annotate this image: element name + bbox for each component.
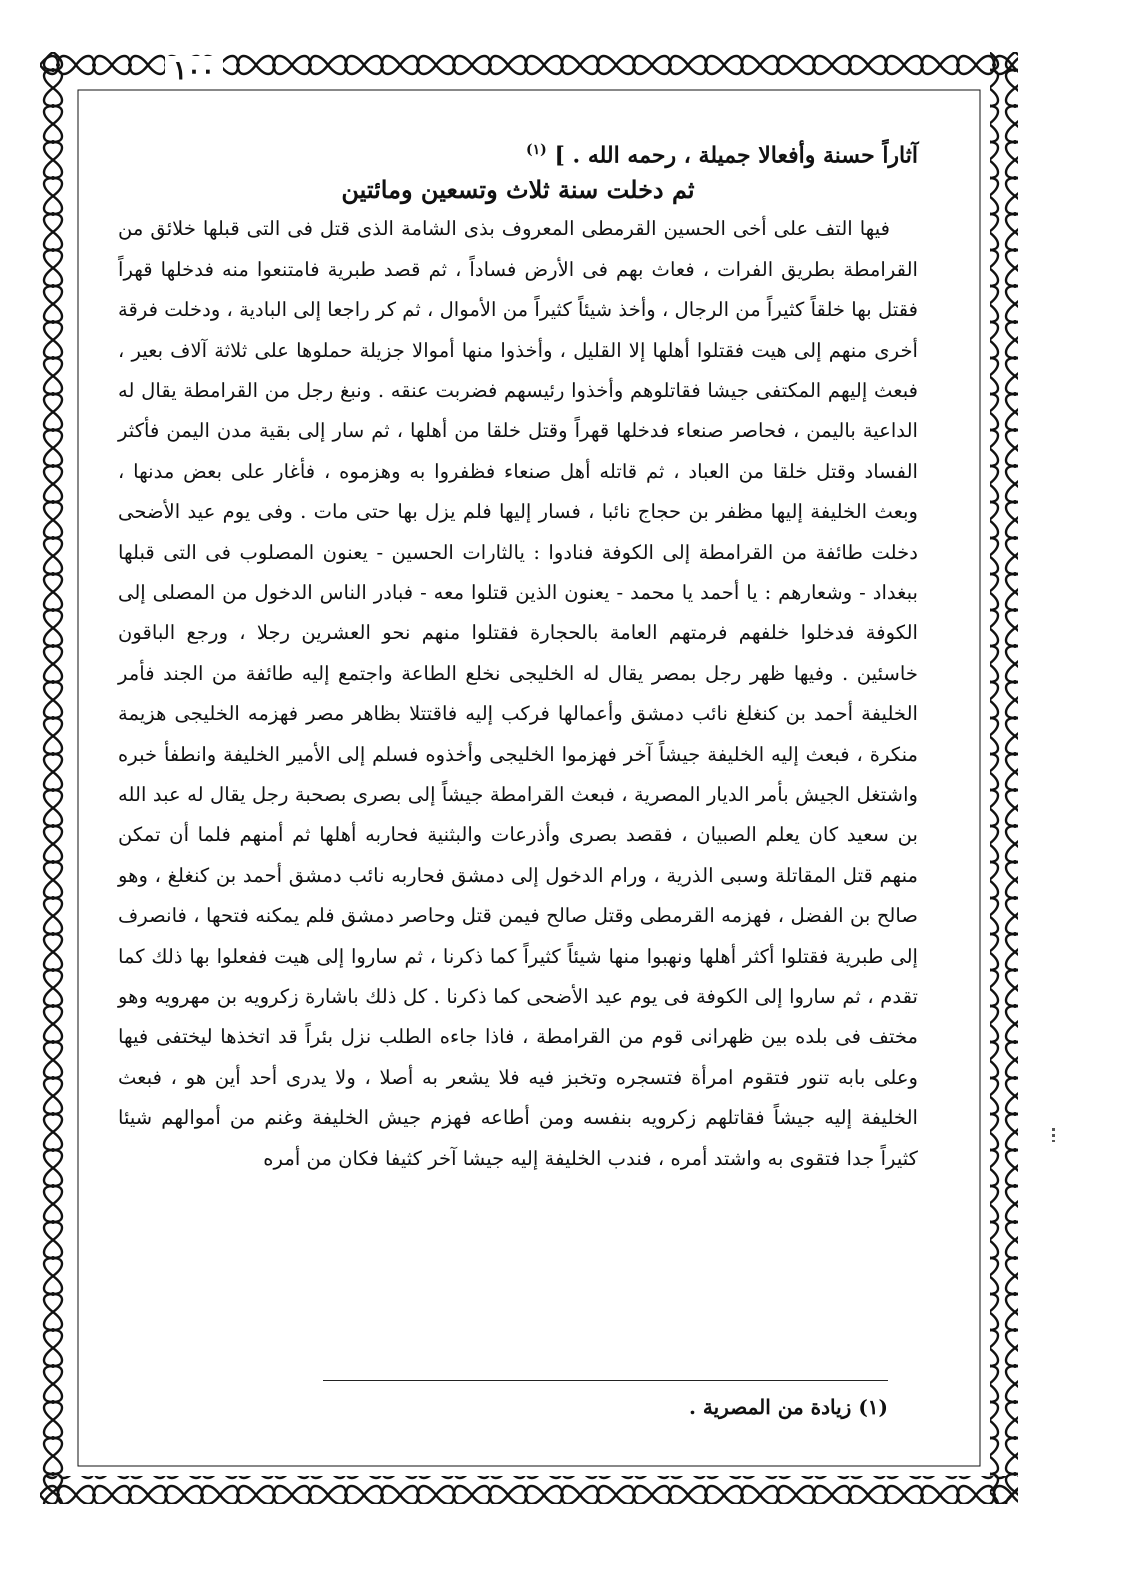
opening-line-text: آثاراً حسنة وأفعالا جميلة ، رحمه الله . ]	[554, 142, 918, 169]
footnote-marker: (١)	[858, 1395, 888, 1419]
footnote-separator	[323, 1380, 888, 1381]
body-paragraph: فيها التف على أخى الحسين القرمطى المعروف بذى الشامة الذى قتل فى التى قبلها خلائق من القرامطة بطريق الفرات ، فعاث بهم فى الأرض فساداً ، ثم قصد طبرية فامتنعوا منه فدخلها قهراً فقتل بها خلقاً كثيراً من الرجال ، وأخذ شيئاً كثيراً من الأموال ، ثم كر راجعا إلى البادية ، ودخلت فرقة أخرى منهم إلى هيت فقتلوا أهلها إلا القليل ، وأخذوا منها أموالا جزيلة حملوها على ثلاثة آلاف بعير ، فبعث إليهم المكتفى جيشا فقاتلوهم وأخذوا رئيسهم فضربت عنقه . ونبغ رجل من القرامطة يقال له الداعية باليمن ، فحاصر صنعاء فدخلها قهراً وقتل خلقا من أهلها ، ثم سار إلى بقية مدن اليمن فأكثر الفساد وقتل خلقا من العباد ، ثم قاتله أهل صنعاء فظفروا به وهزموه ، فأغار على بعض مدنها ، وبعث الخليفة إليها مظفر بن حجاج نائبا ، فسار إليها فلم يزل بها حتى مات . وفى يوم عيد الأضحى دخلت طائفة من القرامطة إلى الكوفة فنادوا : يالثارات الحسين - يعنون المصلوب فى التى قبلها ببغداد - وشعارهم : يا أحمد يا محمد - يعنون الذين قتلوا معه - فبادر الناس الدخول من المصلى إلى الكوفة فدخلوا خلفهم فرمتهم العامة بالحجارة فقتلوا منهم نحو العشرين رجلا ، ورجع الباقون خاسئين . وفيها ظهر رجل بمصر يقال له الخليجى نخلع الطاعة واجتمع إليه طائفة من الجند فأمر الخليفة أحمد بن كنغلغ نائب دمشق وأعمالها فركب إليه فاقتتلا بظاهر مصر فهزمه الخليجى هزيمة منكرة ، فبعث إليه الخليفة جيشاً آخر فهزموا الخليجى وأخذوه فسلم إلى الأمير الخليفة وانطفأ خبره واشتغل الجيش بأمر الديار المصرية ، فبعث القرامطة جيشاً إلى بصرى بصحبة رجل يقال له عبد الله بن سعيد كان يعلم الصبيان ، فقصد بصرى وأذرعات والبثنية فحاربه أهلها ثم أمنهم فلما أن تمكن منهم قتل المقاتلة وسبى الذرية ، ورام الدخول إلى دمشق فحاربه نائب دمشق أحمد بن كنغلغ ، وهو صالح بن الفضل ، فهزمه القرمطى وقتل صالح فيمن قتل وحاصر دمشق فلم يمكنه فتحها ، فانصرف إلى طبرية فقتلوا أكثر أهلها ونهبوا منها شيئاً كثيراً كما ذكرنا ، ثم ساروا إلى هيت ففعلوا بها ذلك كما تقدم ، ثم ساروا إلى الكوفة فى يوم عيد الأضحى كما ذكرنا . كل ذلك باشارة زكرويه بن مهرويه وهو مختف فى بلده بين ظهرانى قوم من القرامطة ، فاذا جاءه الطلب نزل بئراً قد اتخذها ليختفى فيها وعلى بابه تنور فتقوم امرأة فتسجره وتخبز فيه فلا يشعر به أصلا ، ولا يدرى أحد أين هو ، فبعث الخليفة إليه جيشاً فقاتلهم زكرويه بنفسه ومن أطاعه فهزم جيش الخليفة وغنم من أموالهم شيئا كثيراً جدا فتقوى به واشتد أمره ، فندب الخليفة إليه جيشا آخر كثيفا فكان من أمره	[118, 217, 918, 1170]
footnote	[323, 1392, 888, 1422]
page-number: ١٠٠	[165, 56, 223, 86]
page-body	[118, 132, 918, 1179]
section-heading: ثم دخلت سنة ثلاث وتسعين ومائتين	[341, 175, 695, 205]
footnote-text: زيادة من المصرية .	[688, 1395, 852, 1419]
opening-line	[118, 132, 918, 173]
footnote-reference-marker: (١)	[525, 142, 547, 158]
scan-speck	[1052, 1128, 1055, 1142]
